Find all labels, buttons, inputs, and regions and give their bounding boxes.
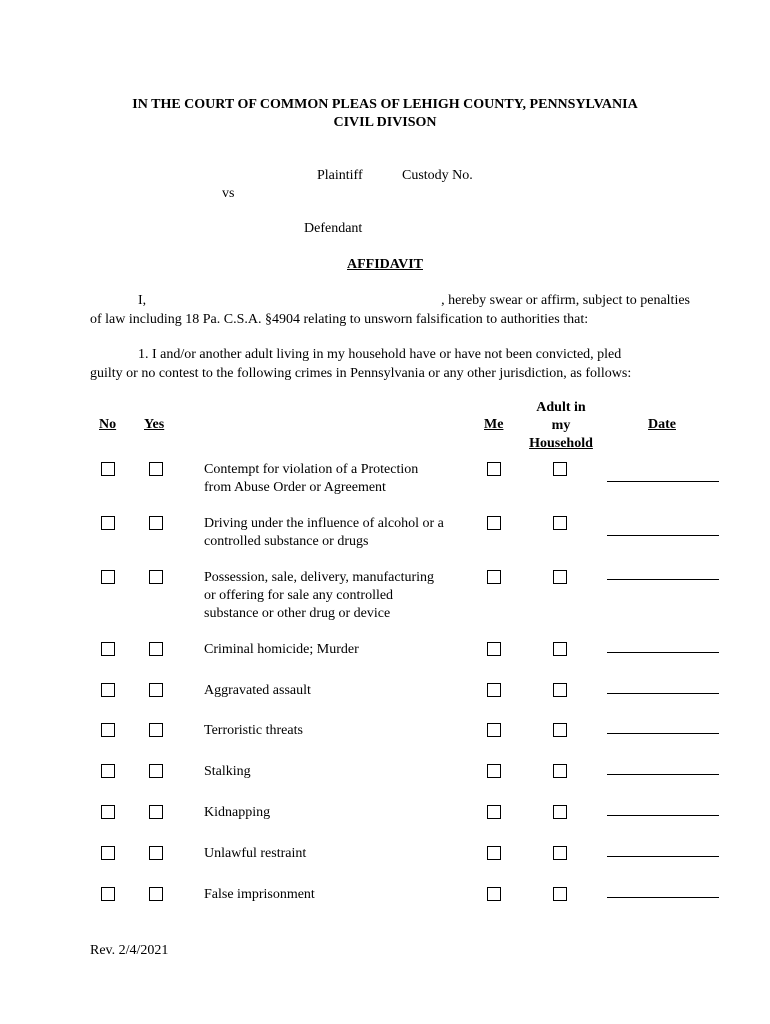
court-title: [0, 96, 770, 132]
crime-label: Contempt for violation of a Protection from Abuse Order or Agreement: [204, 462, 419, 495]
defendant-label: Defendant: [304, 221, 363, 236]
crime-row: [0, 887, 770, 907]
date-field[interactable]: [607, 535, 719, 536]
checkbox-yes[interactable]: [149, 642, 163, 656]
checkbox-no[interactable]: [101, 764, 115, 778]
document-title: AFFIDAVIT: [347, 257, 423, 272]
date-field[interactable]: [607, 856, 719, 857]
checkbox-no[interactable]: [101, 462, 115, 476]
checkbox-me[interactable]: [487, 887, 501, 901]
crime-label: Stalking: [204, 764, 251, 779]
date-field[interactable]: [607, 774, 719, 775]
oath-line2: of law including 18 Pa. C.S.A. §4904 relating to unsworn falsification to authorities that:: [90, 312, 589, 327]
crime-label: Aggravated assault: [204, 683, 311, 698]
crime-label: Terroristic threats: [204, 723, 303, 738]
revision-date: Rev. 2/4/2021: [90, 943, 169, 958]
date-field[interactable]: [607, 652, 719, 653]
oath-line1-end: , hereby swear or affirm, subject to penalties: [441, 293, 690, 308]
column-header-me: Me: [484, 417, 504, 432]
checkbox-adult-in-household[interactable]: [553, 570, 567, 584]
checkbox-adult-in-household[interactable]: [553, 683, 567, 697]
checkbox-me[interactable]: [487, 462, 501, 476]
checkbox-adult-in-household[interactable]: [553, 764, 567, 778]
checkbox-me[interactable]: [487, 846, 501, 860]
date-field[interactable]: [607, 897, 719, 898]
checkbox-yes[interactable]: [149, 764, 163, 778]
checkbox-no[interactable]: [101, 846, 115, 860]
checkbox-yes[interactable]: [149, 570, 163, 584]
crime-row: [0, 846, 770, 866]
custody-number-label: Custody No.: [402, 168, 473, 183]
crime-row: [0, 516, 770, 549]
crime-row: [0, 805, 770, 825]
checkbox-no[interactable]: [101, 683, 115, 697]
crime-row: [0, 683, 770, 703]
checkbox-yes[interactable]: [149, 516, 163, 530]
crime-row: [0, 642, 770, 662]
checkbox-adult-in-household[interactable]: [553, 462, 567, 476]
checkbox-no[interactable]: [101, 516, 115, 530]
checkbox-me[interactable]: [487, 805, 501, 819]
checkbox-yes[interactable]: [149, 887, 163, 901]
checkbox-me[interactable]: [487, 723, 501, 737]
checkbox-yes[interactable]: [149, 805, 163, 819]
column-header-date: Date: [648, 417, 676, 432]
checkbox-yes[interactable]: [149, 462, 163, 476]
column-header-no: No: [99, 417, 117, 432]
crime-row: [0, 723, 770, 743]
date-field[interactable]: [607, 693, 719, 694]
checkbox-me[interactable]: [487, 516, 501, 530]
column-header-yes: Yes: [144, 417, 165, 432]
item-1-line2: guilty or no contest to the following crimes in Pennsylvania or any other jurisdiction, as follows:: [90, 366, 632, 381]
crime-row: [0, 462, 770, 495]
checkbox-no[interactable]: [101, 570, 115, 584]
crime-label: Kidnapping: [204, 805, 271, 820]
checkbox-yes[interactable]: [149, 723, 163, 737]
checkbox-adult-in-household[interactable]: [553, 805, 567, 819]
crime-label: Criminal homicide; Murder: [204, 642, 359, 657]
court-title-line2: CIVIL DIVISON: [333, 115, 437, 130]
checkbox-adult-in-household[interactable]: [553, 642, 567, 656]
plaintiff-label: Plaintiff: [317, 168, 363, 183]
column-header-adult-line1: Adult in: [536, 400, 586, 415]
date-field[interactable]: [607, 481, 719, 482]
checkbox-me[interactable]: [487, 570, 501, 584]
item-1-paragraph: [90, 345, 690, 383]
date-field[interactable]: [607, 579, 719, 580]
oath-paragraph: [90, 291, 690, 329]
date-field[interactable]: [607, 815, 719, 816]
checkbox-yes[interactable]: [149, 846, 163, 860]
checkbox-no[interactable]: [101, 723, 115, 737]
column-header-adult-in-household: [520, 399, 602, 453]
date-field[interactable]: [607, 733, 719, 734]
court-title-line1: IN THE COURT OF COMMON PLEAS OF LEHIGH COUNTY, PENNSYLVANIA: [132, 97, 638, 112]
versus-label: vs: [222, 186, 235, 201]
checkbox-no[interactable]: [101, 642, 115, 656]
crime-row: [0, 764, 770, 784]
checkbox-adult-in-household[interactable]: [553, 887, 567, 901]
column-header-adult-line2: my: [551, 418, 571, 433]
checkbox-adult-in-household[interactable]: [553, 516, 567, 530]
checkbox-me[interactable]: [487, 764, 501, 778]
checkbox-no[interactable]: [101, 805, 115, 819]
column-header-adult-line3: Household: [529, 436, 593, 451]
crime-label: Driving under the influence of alcohol or a controlled substance or drugs: [204, 516, 444, 549]
checkbox-me[interactable]: [487, 683, 501, 697]
checkbox-yes[interactable]: [149, 683, 163, 697]
oath-i-label: I,: [138, 293, 147, 308]
checkbox-adult-in-household[interactable]: [553, 846, 567, 860]
checkbox-me[interactable]: [487, 642, 501, 656]
crime-label: Unlawful restraint: [204, 846, 307, 861]
crime-row: [0, 570, 770, 621]
checkbox-adult-in-household[interactable]: [553, 723, 567, 737]
checkbox-no[interactable]: [101, 887, 115, 901]
crime-label: Possession, sale, delivery, manufacturing or offering for sale any controlled substance or other drug or device: [204, 570, 435, 621]
crime-label: False imprisonment: [204, 887, 315, 902]
item-1-line1: 1. I and/or another adult living in my household have or have not been convicted, pled: [138, 347, 622, 362]
